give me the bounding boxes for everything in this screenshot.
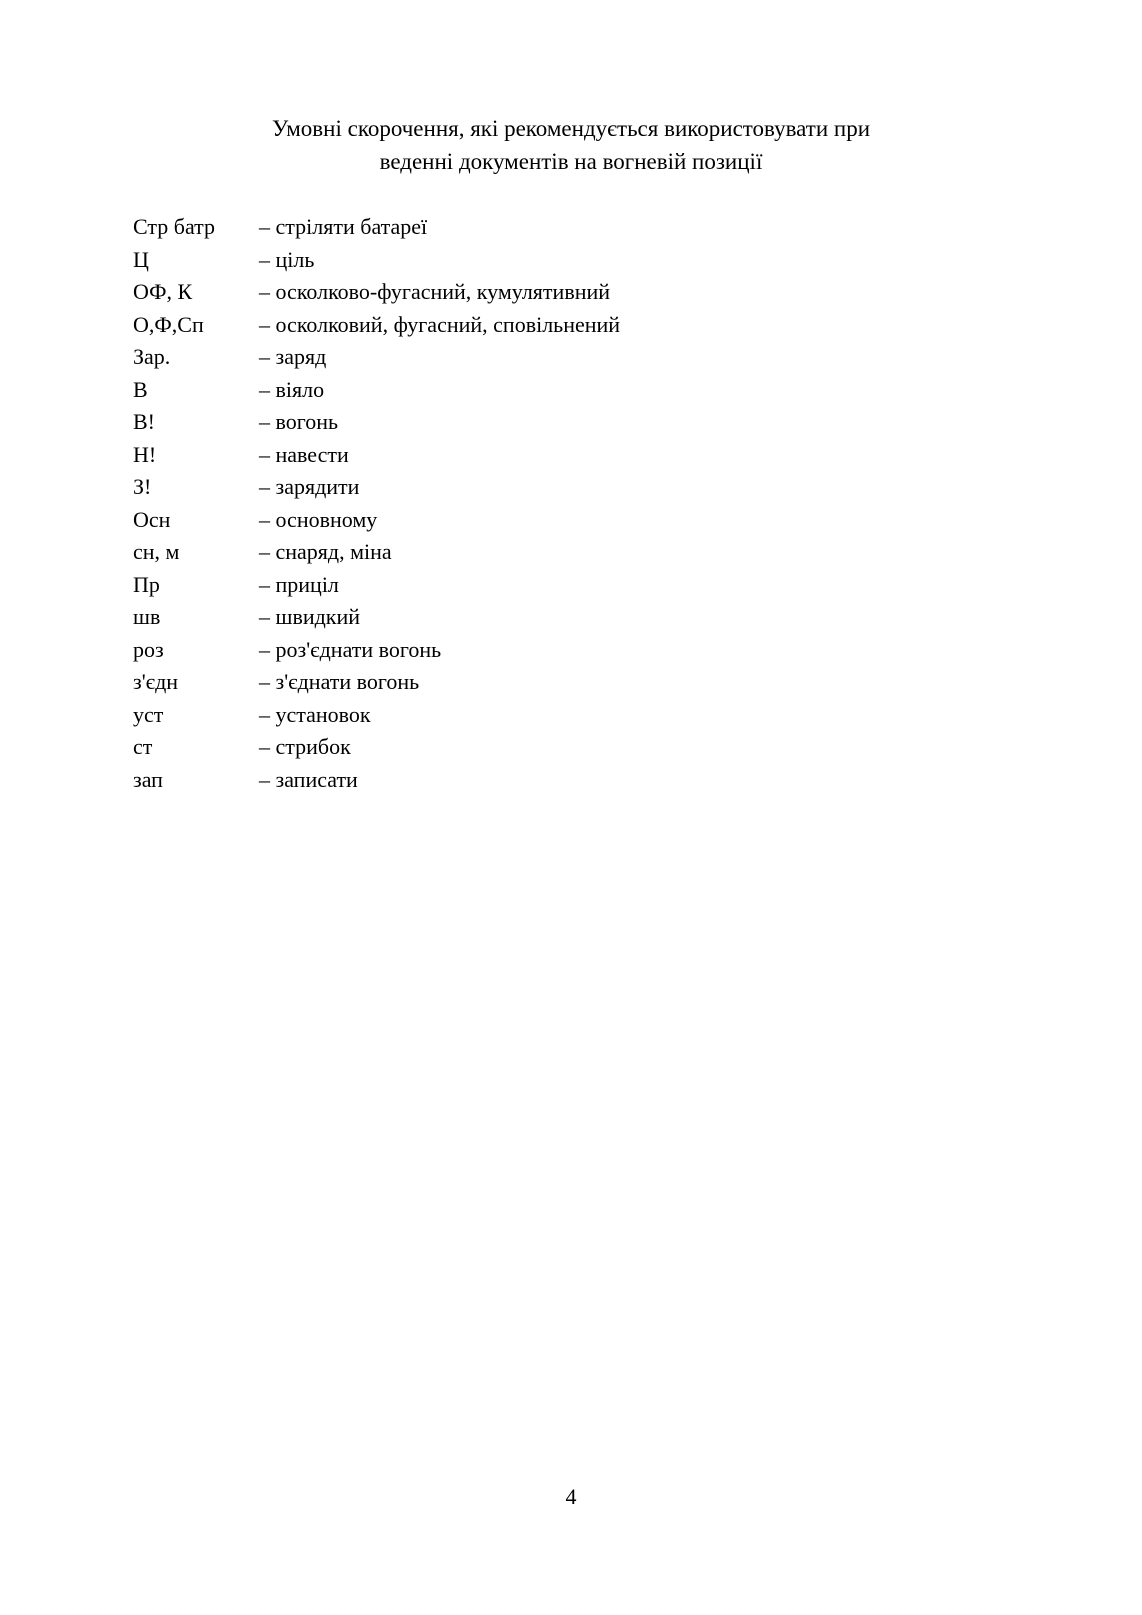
abbreviation-term: зап (133, 766, 163, 792)
abbreviation-term: О,Ф,Сп (133, 311, 204, 337)
abbreviation-row (133, 211, 1013, 244)
abbreviation-row (133, 569, 1013, 602)
abbreviation-row (133, 471, 1013, 504)
abbreviation-definition: – основному (259, 506, 378, 532)
abbreviation-definition: – ціль (259, 246, 315, 272)
abbreviation-definition: – осколково-фугасний, кумулятивний (259, 279, 611, 304)
abbreviation-row (133, 504, 1013, 537)
abbreviation-definition: – вогонь (259, 409, 339, 434)
abbreviation-row (133, 731, 1013, 764)
abbreviation-definition: – швидкий (259, 604, 361, 629)
abbreviation-row (133, 439, 1013, 472)
abbreviation-term: В! (133, 409, 155, 434)
page-title-line-1: Умовні скорочення, які рекомендується використовувати при (271, 116, 871, 141)
abbreviation-term: ОФ, К (133, 279, 193, 304)
abbreviation-row (133, 601, 1013, 634)
abbreviation-definition: – віяло (259, 376, 325, 402)
abbreviation-definition: – записати (259, 766, 358, 792)
abbreviation-list (133, 211, 1013, 796)
abbreviation-term: Ц (133, 246, 149, 272)
abbreviation-definition: – заряд (259, 344, 327, 369)
abbreviation-row (133, 244, 1013, 277)
abbreviation-definition: – стрибок (259, 734, 351, 759)
page-number: 4 (565, 1484, 577, 1509)
abbreviation-row (133, 764, 1013, 797)
abbreviation-definition: – з'єднати вогонь (259, 669, 420, 694)
abbreviation-term: Стр батр (133, 214, 216, 239)
abbreviation-row (133, 374, 1013, 407)
abbreviation-term: Осн (133, 506, 171, 532)
abbreviation-term: З! (133, 474, 152, 499)
abbreviation-definition: – установок (259, 701, 371, 727)
abbreviation-row (133, 536, 1013, 569)
abbreviation-term: з'єдн (133, 669, 179, 694)
abbreviation-definition: – приціл (259, 571, 339, 597)
abbreviation-row (133, 406, 1013, 439)
abbreviation-row (133, 309, 1013, 342)
abbreviation-definition: – роз'єднати вогонь (259, 636, 442, 662)
abbreviation-definition: – навести (259, 441, 349, 467)
abbreviation-term: Н! (133, 441, 157, 467)
abbreviation-term: шв (133, 604, 161, 629)
abbreviation-definition: – стріляти батареї (259, 214, 428, 239)
page-title (0, 112, 1142, 178)
abbreviation-term: уст (133, 701, 164, 727)
abbreviation-row (133, 276, 1013, 309)
page-title-line-2: веденні документів на вогневій позиції (379, 149, 763, 174)
abbreviation-row (133, 341, 1013, 374)
abbreviation-term: Зар. (133, 344, 171, 369)
abbreviation-row (133, 634, 1013, 667)
abbreviation-row (133, 699, 1013, 732)
abbreviation-term: В (133, 376, 148, 402)
abbreviation-term: Пр (133, 571, 160, 597)
abbreviation-term: сн, м (133, 539, 180, 564)
abbreviation-definition: – осколковий, фугасний, сповільнений (259, 311, 621, 337)
abbreviation-definition: – снаряд, міна (259, 539, 392, 564)
abbreviation-term: роз (133, 636, 164, 662)
abbreviation-definition: – зарядити (259, 474, 360, 499)
abbreviation-row (133, 666, 1013, 699)
abbreviation-term: ст (133, 734, 153, 759)
